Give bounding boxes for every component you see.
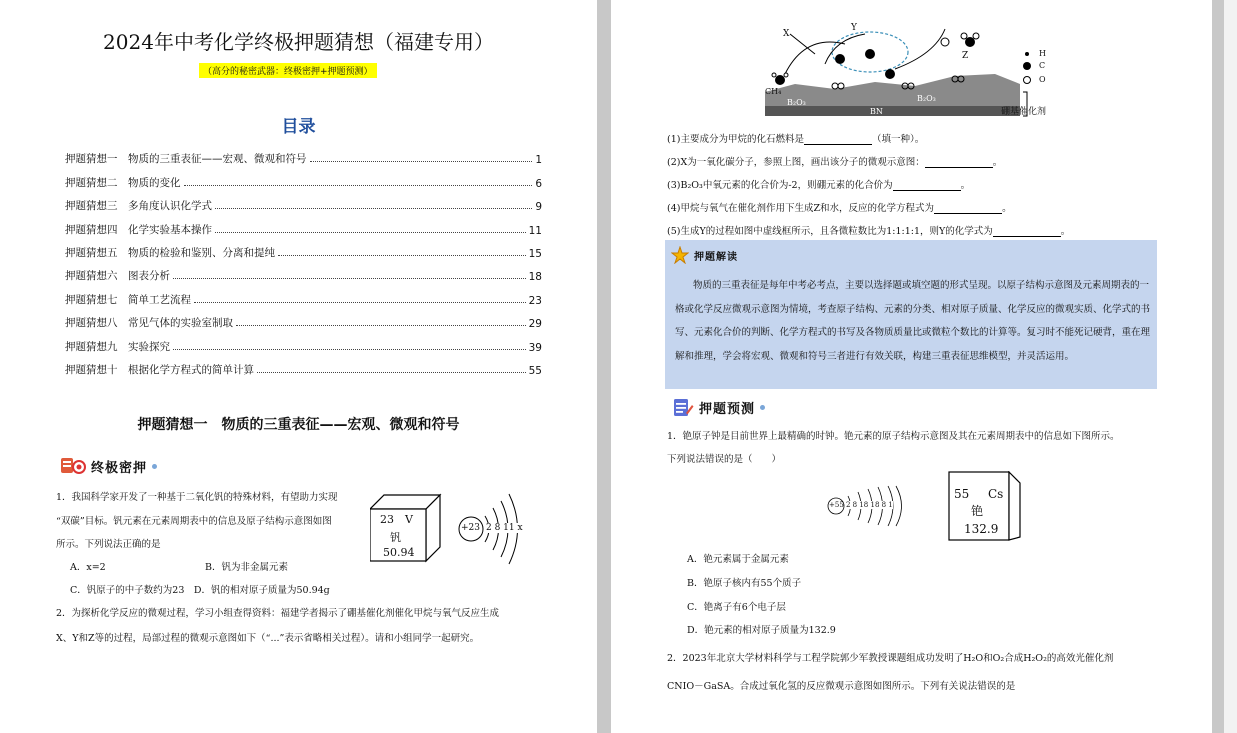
- vanadium-atom-diagram: [455, 490, 535, 568]
- cesium-atom-diagram: [826, 484, 910, 528]
- toc-entry[interactable]: [65, 354, 542, 377]
- toc-entry[interactable]: [65, 307, 542, 330]
- answer-blank[interactable]: [934, 203, 1002, 214]
- toc-entry-label: 押题猜想九 实验探究: [65, 340, 170, 353]
- banner-secret: [60, 456, 157, 476]
- q2-line1: 2．为探析化学反应的微观过程，学习小组查得资料：福建学者揭示了硼基催化剂催化甲烷与氧气反应生成: [56, 608, 500, 619]
- analysis-box: [665, 240, 1157, 389]
- target-icon: [60, 456, 86, 476]
- q2-line2: X、Y和Z等的过程，局部过程的微观示意图如下（“...”表示省略相关过程）。请和小组同学一起研究。: [56, 633, 480, 644]
- next-page-edge: [1224, 0, 1237, 733]
- q1-line1: 1．我国科学家开发了一种基于二氧化钒的特殊材料，有望助力实现: [56, 492, 338, 503]
- cesium-element-cell: [948, 471, 1022, 541]
- reaction-micro-diagram: [765, 14, 1065, 122]
- toc-entry[interactable]: [65, 166, 542, 189]
- diagram-label-b2o3-right: B₂O₃: [917, 94, 936, 103]
- vanadium-shells: 2 8 11 x: [486, 523, 523, 533]
- rq2-line2: CNIO－GaSA。合成过氧化氢的反应微观示意图如图所示。下列有关说法错误的是: [667, 681, 1016, 692]
- vanadium-element-cell: [370, 493, 442, 563]
- toc-entry-page: 23: [528, 294, 542, 307]
- vanadium-name: 钒: [390, 531, 401, 544]
- cesium-name: 铯: [971, 504, 984, 518]
- toc-entry-page: 55: [528, 364, 542, 377]
- toc-entry-label: 押题猜想四 化学实验基本操作: [65, 223, 212, 236]
- rq1-option-c: C．铯离子有6个电子层: [687, 602, 786, 613]
- toc-entry[interactable]: [65, 260, 542, 283]
- toc-entry-page: 29: [528, 318, 542, 331]
- q1-option-b: B．钒为非金属元素: [205, 562, 288, 573]
- cesium-shells: 2 8 18 18 8 1: [846, 501, 893, 509]
- page-left: [0, 0, 597, 733]
- rq1-option-d: D．铯元素的相对原子质量为132.9: [687, 625, 836, 636]
- table-of-contents: [65, 143, 542, 377]
- vanadium-nucleus: +23: [461, 523, 480, 533]
- analysis-title: 押题解读: [694, 251, 738, 263]
- right-question-2: (2)X为一氧化碳分子，参照上图，画出该分子的微观示意图： 。: [667, 157, 1003, 168]
- diagram-label-z: Z: [962, 51, 969, 61]
- toc-entry[interactable]: [65, 237, 542, 260]
- vanadium-atomic-number: 23: [380, 513, 394, 526]
- legend-oxygen: O: [1039, 75, 1046, 84]
- document-title: 2024年中考化学终极押题猜想（福建专用）: [103, 30, 494, 54]
- banner-dot: [152, 464, 157, 469]
- q1-option-a: A．x=2: [70, 562, 106, 573]
- right-question-4: (4)甲烷与氧气在催化剂作用下生成Z和水，反应的化学方程式为 。: [667, 203, 1012, 214]
- right-question-5: (5)生成Y的过程如图中虚线框所示，且各微粒数比为1:1:1:1，则Y的化学式为 。: [667, 226, 1071, 237]
- q1-option-cd: C．钒原子的中子数约为23 D．钒的相对原子质量为50.94g: [70, 585, 330, 596]
- diagram-label-ch4: CH₄: [765, 87, 782, 96]
- toc-entry-label: 押题猜想十 根据化学方程式的简单计算: [65, 363, 254, 376]
- diagram-label-b2o3-left: B₂O₃: [787, 98, 806, 107]
- toc-entry[interactable]: [65, 330, 542, 353]
- banner-predict-label: 押题预测: [699, 401, 756, 417]
- analysis-text: 物质的三重表征是每年中考必考点，主要以选择题或填空题的形式呈现。以原子结构示意图及元素周期表的一格或化学反应微观示意图为情境，考查原子结构、元素的分类、相对原子质量、化学反应的微观实质、化学式的书写、元素化合价的判断、化学方程式的书写及各物质质量比或微粒个数比的计算等。复习时不能死记硬背，重在理解和推理，学会将宏观、微观和符号三者进行有效关联，构建三重表征思维模型，并灵活运用。: [675, 280, 1151, 362]
- diagram-label-y: Y: [851, 23, 857, 33]
- right-question-3: (3)B₂O₃中氧元素的化合价为-2，则硼元素的化合价为 。: [667, 180, 971, 191]
- toc-entry-page: 11: [528, 224, 542, 237]
- document-subtitle: （高分的秘密武器：终极密押+押题预测）: [199, 63, 377, 78]
- star-icon: [671, 246, 689, 264]
- toc-entry[interactable]: [65, 143, 542, 166]
- toc-entry[interactable]: [65, 283, 542, 306]
- answer-blank[interactable]: [993, 226, 1061, 237]
- cesium-nucleus: +55: [829, 501, 844, 509]
- toc-entry-label: 押题猜想三 多角度认识化学式: [65, 200, 212, 213]
- diagram-label-bn: BN: [870, 107, 883, 116]
- cesium-mass: 132.9: [964, 522, 999, 536]
- q1-line2: “双碳”目标。钒元素在元素周期表中的信息及原子结构示意图如图: [56, 516, 332, 527]
- banner-dot: [760, 405, 765, 410]
- rq2-line1: 2．2023年北京大学材料科学与工程学院郭少军教授课题组成功发明了H₂O和O₂合成H₂O₂的高效光催化剂: [667, 653, 1114, 664]
- q1-line3: 所示。下列说法正确的是: [56, 539, 161, 550]
- banner-secret-label: 终极密押: [91, 460, 148, 476]
- rq1-option-b: B．铯原子核内有55个质子: [687, 578, 802, 589]
- legend-carbon: C: [1039, 61, 1046, 70]
- analysis-banner: [671, 246, 738, 264]
- cesium-symbol: Cs: [988, 487, 1004, 501]
- rq1-line1: 1．铯原子钟是目前世界上最精确的时钟。铯元素的原子结构示意图及其在元素周期表中的信息如下图所示。: [667, 431, 1120, 442]
- vanadium-symbol: V: [405, 513, 413, 526]
- toc-entry-page: 1: [535, 154, 542, 167]
- toc-entry-page: 6: [535, 177, 542, 190]
- toc-entry-page: 39: [528, 341, 542, 354]
- answer-blank[interactable]: [925, 157, 993, 168]
- cesium-atomic-number: 55: [954, 487, 970, 501]
- toc-entry-label: 押题猜想六 图表分析: [65, 270, 170, 283]
- diagram-label-x: X: [783, 29, 790, 39]
- toc-entry-label: 押题猜想八 常见气体的实验室制取: [65, 317, 233, 330]
- section-heading: 押题猜想一 物质的三重表征——宏观、微观和符号: [137, 417, 460, 433]
- legend-hydrogen: H: [1039, 49, 1046, 58]
- banner-predict: [672, 396, 765, 418]
- toc-heading: 目录: [281, 117, 316, 137]
- diagram-label-catalyst: 硼基催化剂: [1001, 107, 1047, 117]
- notepad-icon: [672, 396, 694, 418]
- rq1-line2: 下列说法错误的是（ ）: [667, 454, 782, 465]
- toc-entry[interactable]: [65, 190, 542, 213]
- answer-blank[interactable]: [893, 180, 961, 191]
- right-question-1: (1)主要成分为甲烷的化石燃料是 （填一种）。: [667, 134, 925, 145]
- answer-blank[interactable]: [804, 134, 872, 145]
- toc-entry[interactable]: [65, 213, 542, 236]
- toc-entry-label: 押题猜想五 物质的检验和鉴别、分离和提纯: [65, 246, 275, 259]
- vanadium-mass: 50.94: [383, 546, 415, 559]
- toc-entry-label: 押题猜想七 简单工艺流程: [65, 293, 191, 306]
- toc-entry-label: 押题猜想一 物质的三重表征——宏观、微观和符号: [65, 153, 307, 166]
- rq1-option-a: A．铯元素属于金属元素: [687, 554, 789, 565]
- toc-entry-page: 15: [528, 247, 542, 260]
- toc-entry-label: 押题猜想二 物质的变化: [65, 176, 181, 189]
- toc-entry-page: 18: [528, 271, 542, 284]
- toc-entry-page: 9: [535, 201, 542, 214]
